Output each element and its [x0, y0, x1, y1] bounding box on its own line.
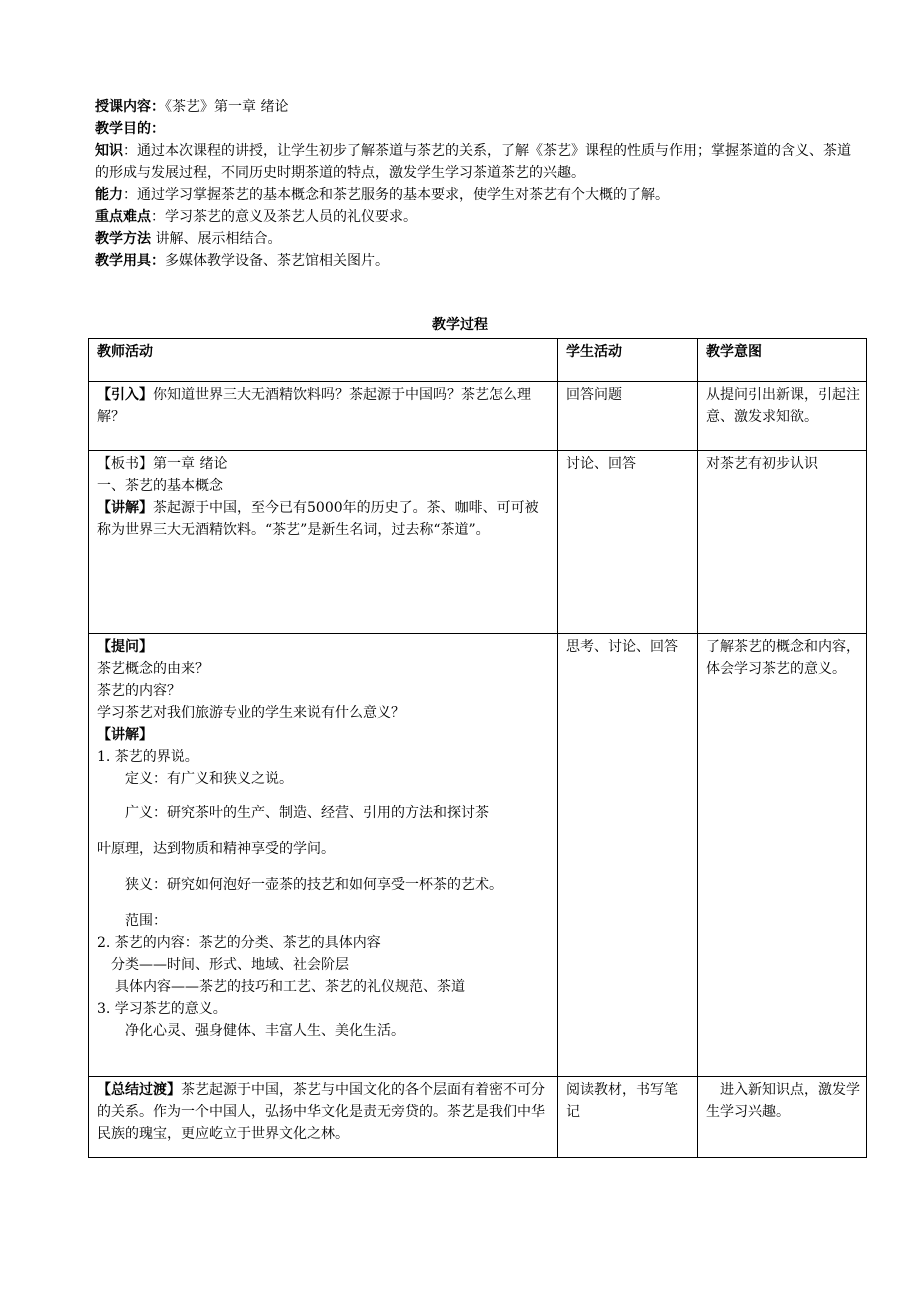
intent-cell: 对茶艺有初步认识: [698, 451, 867, 634]
narrow-definition: 狭义：研究如何泡好一壶茶的技艺和如何享受一杯茶的艺术。: [125, 877, 503, 893]
tools-label: 教学用具：: [95, 253, 165, 269]
definition-line: 定义：有广义和狭义之说。: [125, 771, 293, 787]
intro-text: 你知道世界三大无酒精饮料吗？茶起源于中国吗？茶艺怎么理解？: [97, 387, 531, 425]
ability-value: ：通过学习掌握茶艺的基本概念和茶艺服务的基本要求，使学生对茶艺有个大概的了解。: [123, 187, 669, 203]
student-cell: 回答问题: [558, 382, 698, 451]
lecture-tag: 【讲解】: [97, 727, 153, 743]
intent-cell: 进入新知识点，激发学生学习兴趣。: [698, 1077, 867, 1158]
lecture-paragraph: [97, 497, 551, 541]
teacher-cell: [89, 382, 558, 451]
table-row: [89, 382, 867, 451]
intent-cell: 从提问引出新课，引起注意、激发求知欲。: [698, 382, 867, 451]
broad-definition-cont: 叶原理，达到物质和精神享受的学问。: [97, 841, 335, 857]
knowledge-label: 知识: [95, 143, 123, 159]
classify-line: 分类——时间、形式、地域、社会阶层: [111, 957, 349, 973]
header-student: 学生活动: [558, 339, 698, 382]
specific-line: 具体内容——茶艺的技巧和工艺、茶艺的礼仪规范、茶道: [115, 979, 465, 995]
table-row: [89, 634, 867, 1077]
intro-tag: 【引入】: [97, 387, 153, 403]
lecture-text: 茶起源于中国，至今已有5000年的历史了。茶、咖啡、可可被称为世界三大无酒精饮料。“茶艺”是新生名词，过去称“茶道”。: [97, 500, 539, 538]
summary-tag: 【总结过渡】: [97, 1082, 181, 1098]
board-tag: 【板书】: [97, 456, 153, 472]
method-value: 讲解、展示相结合。: [151, 231, 282, 247]
lesson-header: [95, 96, 855, 272]
method-label: 教学方法: [95, 231, 151, 247]
list-item: 2. 茶艺的内容：茶艺的分类、茶艺的具体内容: [97, 935, 381, 951]
list-item: 3. 学习茶艺的意义。: [97, 1001, 227, 1017]
teaching-process-table: [88, 338, 867, 1158]
intent-cell: 了解茶艺的概念和内容，体会学习茶艺的意义。: [698, 634, 867, 1077]
teacher-cell: [89, 1077, 558, 1158]
question-tag: 【提问】: [97, 639, 153, 655]
lecture-tag: 【讲解】: [97, 500, 153, 516]
ability-line: [95, 184, 855, 206]
scope-line: 范围：: [125, 913, 167, 929]
table-row: [89, 1077, 867, 1158]
meaning-line: 净化心灵、强身健体、丰富人生、美化生活。: [125, 1023, 405, 1039]
student-cell: 讨论、回答: [558, 451, 698, 634]
question-item: 学习茶艺对我们旅游专业的学生来说有什么意义？: [97, 705, 405, 721]
header-teacher: 教师活动: [89, 339, 558, 382]
purpose-label: 教学目的：: [95, 121, 165, 137]
summary-text: 茶艺起源于中国，茶艺与中国文化的各个层面有着密不可分的关系。作为一个中国人，弘扬中华文化是责无旁贷的。茶艺是我们中华民族的瑰宝，更应屹立于世界文化之林。: [97, 1082, 545, 1142]
content-line: [95, 96, 855, 118]
student-cell: 阅读教材，书写笔记: [558, 1077, 698, 1158]
table-row: [89, 451, 867, 634]
key-value: ：学习茶艺的意义及茶艺人员的礼仪要求。: [151, 209, 417, 225]
student-cell: 思考、讨论、回答: [558, 634, 698, 1077]
board-line: [97, 453, 551, 475]
question-item: 茶艺的内容？: [97, 683, 181, 699]
header-intent: 教学意图: [698, 339, 867, 382]
broad-definition: 广义：研究茶叶的生产、制造、经营、引用的方法和探讨茶: [125, 805, 489, 821]
teacher-cell: [89, 451, 558, 634]
tools-value: 多媒体教学设备、茶艺馆相关图片。: [165, 253, 389, 269]
table-header-row: [89, 339, 867, 382]
purpose-line: [95, 118, 855, 140]
board-text: 第一章 绪论: [153, 456, 228, 472]
content-value: 《茶艺》第一章 绪论: [165, 99, 289, 115]
teacher-cell: [89, 634, 558, 1077]
tools-line: [95, 250, 855, 272]
method-line: [95, 228, 855, 250]
content-label: 授课内容：: [95, 99, 165, 115]
ability-label: 能力: [95, 187, 123, 203]
key-line: [95, 206, 855, 228]
question-item: 茶艺概念的由来？: [97, 661, 209, 677]
list-item: 1. 茶艺的界说。: [97, 749, 199, 765]
sub-title: 一、茶艺的基本概念: [97, 478, 223, 494]
knowledge-value: ：通过本次课程的讲授，让学生初步了解茶道与茶艺的关系，了解《茶艺》课程的性质与作用；掌握茶道的含义、茶道的形成与发展过程，不同历史时期茶道的特点，激发学生学习茶道茶艺的兴趣。: [95, 143, 851, 181]
knowledge-line: [95, 140, 855, 184]
key-label: 重点难点: [95, 209, 151, 225]
table-caption: 教学过程: [432, 317, 488, 333]
